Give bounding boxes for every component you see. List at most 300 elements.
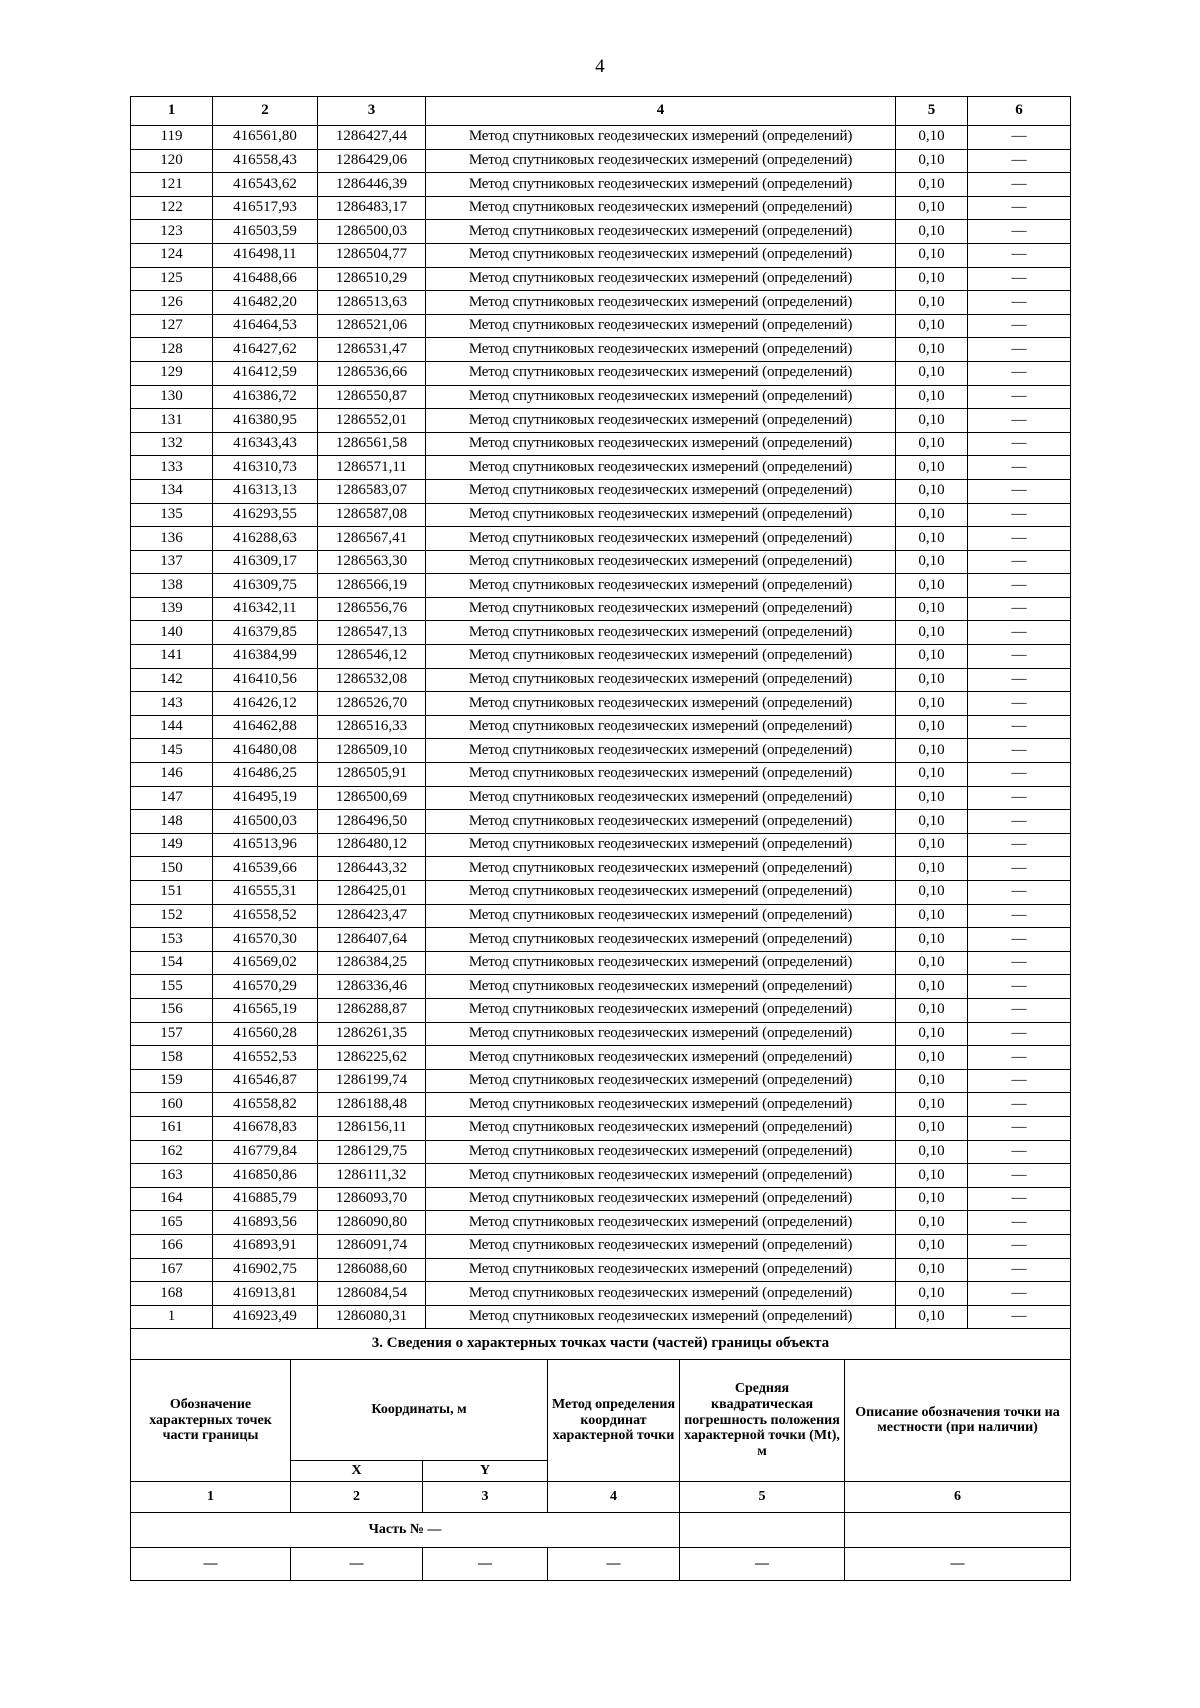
cell-point-number: 157 — [131, 1022, 213, 1046]
cell-point-number: 145 — [131, 739, 213, 763]
cell-mean-square-error: 0,10 — [896, 1164, 968, 1188]
page-number: 4 — [595, 56, 605, 77]
cell-method: Метод спутниковых геодезических измерений (определений) — [426, 951, 896, 975]
cell-description: — — [968, 314, 1071, 338]
table-row — [131, 149, 1071, 173]
cell-coord-y: 1286500,03 — [318, 220, 426, 244]
table-row — [131, 692, 1071, 716]
table-row — [131, 857, 1071, 881]
cell-method: Метод спутниковых геодезических измерений (определений) — [426, 1282, 896, 1306]
cell-coord-x: 416555,31 — [213, 881, 318, 905]
cell-mean-square-error: 0,10 — [896, 1140, 968, 1164]
cell-point-number: 130 — [131, 385, 213, 409]
cell-point-number: 135 — [131, 503, 213, 527]
cell-description: — — [968, 975, 1071, 999]
cell-coord-y: 1286516,33 — [318, 715, 426, 739]
cell-point-number: 140 — [131, 621, 213, 645]
cell-method: Метод спутниковых геодезических измерений (определений) — [426, 1211, 896, 1235]
table-row — [131, 267, 1071, 291]
cell-point-number: 154 — [131, 951, 213, 975]
cell-point-number: 156 — [131, 998, 213, 1022]
cell-method: Метод спутниковых геодезических измерений (определений) — [426, 1022, 896, 1046]
cell-mean-square-error: 0,10 — [896, 409, 968, 433]
cell-method: Метод спутниковых геодезических измерений (определений) — [426, 574, 896, 598]
cell-coord-y: 1286513,63 — [318, 291, 426, 315]
cell-description: — — [968, 715, 1071, 739]
cell-coord-y: 1286407,64 — [318, 928, 426, 952]
cell-point-number: 139 — [131, 597, 213, 621]
cell-description: — — [968, 928, 1071, 952]
header-mean-square-error: Средняя квадратическая погрешность положения характерной точки (Мt), м — [680, 1360, 845, 1482]
cell-method: Метод спутниковых геодезических измерений (определений) — [426, 126, 896, 150]
cell-description: — — [968, 786, 1071, 810]
colnum-6: 6 — [845, 1481, 1071, 1512]
table-row — [131, 291, 1071, 315]
table-row — [131, 1093, 1071, 1117]
cell-coord-x: 416552,53 — [213, 1046, 318, 1070]
cell-description: — — [968, 291, 1071, 315]
cell-method: Метод спутниковых геодезических измерений (определений) — [426, 1187, 896, 1211]
cell-coord-x: 416902,75 — [213, 1258, 318, 1282]
cell-description: — — [968, 1164, 1071, 1188]
cell-mean-square-error: 0,10 — [896, 1022, 968, 1046]
cell-point-number: 163 — [131, 1164, 213, 1188]
cell-method: Метод спутниковых геодезических измерений (определений) — [426, 527, 896, 551]
cell-description: — — [968, 479, 1071, 503]
cell-description: — — [968, 1282, 1071, 1306]
cell-description: — — [968, 267, 1071, 291]
cell-coord-x: 416309,17 — [213, 550, 318, 574]
cell-coord-y: 1286567,41 — [318, 527, 426, 551]
cell-coord-x: 416558,43 — [213, 149, 318, 173]
cell-mean-square-error: 0,10 — [896, 314, 968, 338]
cell-description: — — [968, 409, 1071, 433]
cell-method: Метод спутниковых геодезических измерений (определений) — [426, 645, 896, 669]
cell-description: — — [968, 998, 1071, 1022]
coordinates-table-body — [131, 97, 1071, 1360]
cell-description: — — [968, 503, 1071, 527]
cell-method: Метод спутниковых геодезических измерений (определений) — [426, 243, 896, 267]
cell-description: — — [968, 739, 1071, 763]
table-row — [131, 1069, 1071, 1093]
cell-coord-y: 1286111,32 — [318, 1164, 426, 1188]
table-row — [131, 1305, 1071, 1329]
cell-coord-x: 416486,25 — [213, 763, 318, 787]
cell-method: Метод спутниковых геодезических измерений (определений) — [426, 291, 896, 315]
table-row — [131, 810, 1071, 834]
cell-method: Метод спутниковых геодезических измерений (определений) — [426, 998, 896, 1022]
cell-mean-square-error: 0,10 — [896, 1211, 968, 1235]
cell-mean-square-error: 0,10 — [896, 881, 968, 905]
cell-point-number: 129 — [131, 361, 213, 385]
cell-description: — — [968, 1140, 1071, 1164]
cell-method: Метод спутниковых геодезических измерений (определений) — [426, 881, 896, 905]
colnum-4: 4 — [548, 1481, 680, 1512]
cell-point-number: 152 — [131, 904, 213, 928]
cell-coord-y: 1286443,32 — [318, 857, 426, 881]
cell-method: Метод спутниковых геодезических измерений (определений) — [426, 975, 896, 999]
cell-description: — — [968, 1211, 1071, 1235]
cell-mean-square-error: 0,10 — [896, 149, 968, 173]
cell-point-number: 136 — [131, 527, 213, 551]
cell-description: — — [968, 1069, 1071, 1093]
cell-method: Метод спутниковых геодезических измерений (определений) — [426, 928, 896, 952]
cell-coord-y: 1286532,08 — [318, 668, 426, 692]
cell-coord-y: 1286587,08 — [318, 503, 426, 527]
cell-mean-square-error: 0,10 — [896, 361, 968, 385]
table-row — [131, 1046, 1071, 1070]
table-row — [131, 621, 1071, 645]
cell-description: — — [968, 951, 1071, 975]
cell-coord-y: 1286225,62 — [318, 1046, 426, 1070]
cell-description: — — [968, 1116, 1071, 1140]
cell-coord-x: 416569,02 — [213, 951, 318, 975]
table-row — [131, 196, 1071, 220]
cell-coord-x: 416913,81 — [213, 1282, 318, 1306]
cell-coord-x: 416517,93 — [213, 196, 318, 220]
cell-coord-x: 416558,82 — [213, 1093, 318, 1117]
cell-description: — — [968, 1305, 1071, 1329]
table-row — [131, 361, 1071, 385]
cell-mean-square-error: 0,10 — [896, 715, 968, 739]
cell-coord-x: 416427,62 — [213, 338, 318, 362]
part-table-number-row — [131, 1481, 1071, 1512]
cell-coord-y: 1286531,47 — [318, 338, 426, 362]
colnum-2: 2 — [291, 1481, 423, 1512]
cell-method: Метод спутниковых геодезических измерений (определений) — [426, 810, 896, 834]
cell-mean-square-error: 0,10 — [896, 1282, 968, 1306]
table-row — [131, 527, 1071, 551]
cell-coord-y: 1286550,87 — [318, 385, 426, 409]
cell-point-number: 142 — [131, 668, 213, 692]
cell-mean-square-error: 0,10 — [896, 810, 968, 834]
cell-coord-y: 1286261,35 — [318, 1022, 426, 1046]
cell-point-number: 146 — [131, 763, 213, 787]
cell-mean-square-error: 0,10 — [896, 503, 968, 527]
cell-mean-square-error: 0,10 — [896, 1305, 968, 1329]
cell-point-number: 167 — [131, 1258, 213, 1282]
cell-coord-y: 1286566,19 — [318, 574, 426, 598]
cell-mean-square-error: 0,10 — [896, 456, 968, 480]
cell-coord-x: 416384,99 — [213, 645, 318, 669]
part-label-row — [131, 1512, 1071, 1547]
cell-mean-square-error: 0,10 — [896, 833, 968, 857]
table-row — [131, 1140, 1071, 1164]
cell-coord-x: 416412,59 — [213, 361, 318, 385]
table-row — [131, 1282, 1071, 1306]
cell-coord-y: 1286091,74 — [318, 1234, 426, 1258]
cell-coord-x: 416288,63 — [213, 527, 318, 551]
cell-method: Метод спутниковых геодезических измерений (определений) — [426, 857, 896, 881]
table-row — [131, 574, 1071, 598]
cell-point-number: 125 — [131, 267, 213, 291]
cell-coord-y: 1286483,17 — [318, 196, 426, 220]
cell-point-number: 138 — [131, 574, 213, 598]
cell-coord-y: 1286571,11 — [318, 456, 426, 480]
section-title-row — [131, 1329, 1071, 1360]
cell-coord-x: 416343,43 — [213, 432, 318, 456]
part-empty-2: — — [291, 1547, 423, 1580]
cell-method: Метод спутниковых геодезических измерений (определений) — [426, 1305, 896, 1329]
cell-mean-square-error: 0,10 — [896, 126, 968, 150]
cell-point-number: 126 — [131, 291, 213, 315]
cell-description: — — [968, 527, 1071, 551]
cell-point-number: 164 — [131, 1187, 213, 1211]
cell-mean-square-error: 0,10 — [896, 1093, 968, 1117]
cell-description: — — [968, 621, 1071, 645]
cell-description: — — [968, 220, 1071, 244]
cell-coord-x: 416310,73 — [213, 456, 318, 480]
table-row — [131, 338, 1071, 362]
cell-coord-x: 416560,28 — [213, 1022, 318, 1046]
cell-mean-square-error: 0,10 — [896, 479, 968, 503]
cell-point-number: 168 — [131, 1282, 213, 1306]
cell-method: Метод спутниковых геодезических измерений (определений) — [426, 763, 896, 787]
cell-point-number: 127 — [131, 314, 213, 338]
table-row — [131, 763, 1071, 787]
table-row — [131, 1187, 1071, 1211]
part-empty-row — [131, 1547, 1071, 1580]
table-row — [131, 645, 1071, 669]
cell-method: Метод спутниковых геодезических измерений (определений) — [426, 385, 896, 409]
column-header-5: 5 — [896, 97, 968, 126]
cell-coord-y: 1286199,74 — [318, 1069, 426, 1093]
cell-coord-y: 1286429,06 — [318, 149, 426, 173]
cell-description: — — [968, 810, 1071, 834]
cell-coord-y: 1286505,91 — [318, 763, 426, 787]
cell-method: Метод спутниковых геодезических измерений (определений) — [426, 173, 896, 197]
column-header-4: 4 — [426, 97, 896, 126]
cell-description: — — [968, 692, 1071, 716]
cell-mean-square-error: 0,10 — [896, 621, 968, 645]
cell-coord-x: 416561,80 — [213, 126, 318, 150]
cell-method: Метод спутниковых геодезических измерений (определений) — [426, 621, 896, 645]
cell-method: Метод спутниковых геодезических измерений (определений) — [426, 267, 896, 291]
table-row — [131, 715, 1071, 739]
cell-point-number: 134 — [131, 479, 213, 503]
cell-method: Метод спутниковых геодезических измерений (определений) — [426, 833, 896, 857]
column-header-1: 1 — [131, 97, 213, 126]
cell-point-number: 155 — [131, 975, 213, 999]
part-empty-3: — — [423, 1547, 548, 1580]
cell-coord-x: 416513,96 — [213, 833, 318, 857]
cell-coord-y: 1286090,80 — [318, 1211, 426, 1235]
cell-method: Метод спутниковых геодезических измерений (определений) — [426, 503, 896, 527]
cell-coord-y: 1286556,76 — [318, 597, 426, 621]
cell-point-number: 128 — [131, 338, 213, 362]
cell-coord-y: 1286446,39 — [318, 173, 426, 197]
cell-method: Метод спутниковых геодезических измерений (определений) — [426, 904, 896, 928]
cell-method: Метод спутниковых геодезических измерений (определений) — [426, 715, 896, 739]
colnum-3: 3 — [423, 1481, 548, 1512]
cell-point-number: 133 — [131, 456, 213, 480]
cell-coord-y: 1286583,07 — [318, 479, 426, 503]
cell-coord-y: 1286552,01 — [318, 409, 426, 433]
cell-coord-x: 416293,55 — [213, 503, 318, 527]
table-row — [131, 739, 1071, 763]
cell-point-number: 159 — [131, 1069, 213, 1093]
cell-point-number: 123 — [131, 220, 213, 244]
cell-coord-x: 416570,30 — [213, 928, 318, 952]
cell-mean-square-error: 0,10 — [896, 432, 968, 456]
cell-description: — — [968, 1093, 1071, 1117]
cell-point-number: 151 — [131, 881, 213, 905]
cell-description: — — [968, 361, 1071, 385]
cell-description: — — [968, 597, 1071, 621]
cell-description: — — [968, 1234, 1071, 1258]
cell-coord-y: 1286425,01 — [318, 881, 426, 905]
cell-coord-y: 1286088,60 — [318, 1258, 426, 1282]
cell-mean-square-error: 0,10 — [896, 1116, 968, 1140]
table-row — [131, 550, 1071, 574]
cell-description: — — [968, 1187, 1071, 1211]
cell-point-number: 147 — [131, 786, 213, 810]
table-row — [131, 833, 1071, 857]
table-row — [131, 1164, 1071, 1188]
cell-description: — — [968, 385, 1071, 409]
cell-mean-square-error: 0,10 — [896, 692, 968, 716]
cell-mean-square-error: 0,10 — [896, 527, 968, 551]
cell-mean-square-error: 0,10 — [896, 1187, 968, 1211]
cell-coord-x: 416678,83 — [213, 1116, 318, 1140]
colnum-5: 5 — [680, 1481, 845, 1512]
cell-coord-y: 1286480,12 — [318, 833, 426, 857]
cell-method: Метод спутниковых геодезических измерений (определений) — [426, 1140, 896, 1164]
cell-coord-y: 1286509,10 — [318, 739, 426, 763]
cell-coord-y: 1286156,11 — [318, 1116, 426, 1140]
cell-mean-square-error: 0,10 — [896, 951, 968, 975]
part-empty-4: — — [548, 1547, 680, 1580]
table-row — [131, 173, 1071, 197]
cell-description: — — [968, 833, 1071, 857]
cell-method: Метод спутниковых геодезических измерений (определений) — [426, 739, 896, 763]
cell-coord-x: 416850,86 — [213, 1164, 318, 1188]
table-row — [131, 456, 1071, 480]
cell-point-number: 160 — [131, 1093, 213, 1117]
cell-point-number: 121 — [131, 173, 213, 197]
cell-coord-x: 416410,56 — [213, 668, 318, 692]
cell-coord-y: 1286080,31 — [318, 1305, 426, 1329]
colnum-1: 1 — [131, 1481, 291, 1512]
cell-point-number: 119 — [131, 126, 213, 150]
table-row — [131, 409, 1071, 433]
table-row — [131, 904, 1071, 928]
cell-coord-x: 416779,84 — [213, 1140, 318, 1164]
part-label: Часть № — — [131, 1512, 680, 1547]
cell-coord-x: 416500,03 — [213, 810, 318, 834]
cell-method: Метод спутниковых геодезических измерений (определений) — [426, 361, 896, 385]
cell-description: — — [968, 432, 1071, 456]
cell-point-number: 161 — [131, 1116, 213, 1140]
cell-coord-x: 416309,75 — [213, 574, 318, 598]
cell-coord-y: 1286288,87 — [318, 998, 426, 1022]
cell-mean-square-error: 0,10 — [896, 928, 968, 952]
cell-coord-x: 416498,11 — [213, 243, 318, 267]
cell-mean-square-error: 0,10 — [896, 574, 968, 598]
cell-coord-x: 416464,53 — [213, 314, 318, 338]
cell-method: Метод спутниковых геодезических измерений (определений) — [426, 314, 896, 338]
cell-coord-y: 1286093,70 — [318, 1187, 426, 1211]
part-empty-5: — — [680, 1547, 845, 1580]
table-row — [131, 668, 1071, 692]
cell-point-number: 124 — [131, 243, 213, 267]
part-empty-6: — — [845, 1547, 1071, 1580]
cell-method: Метод спутниковых геодезических измерений (определений) — [426, 550, 896, 574]
table-row — [131, 479, 1071, 503]
header-point-designation: Обозначение характерных точек части границы — [131, 1360, 291, 1482]
cell-description: — — [968, 881, 1071, 905]
cell-mean-square-error: 0,10 — [896, 243, 968, 267]
cell-coord-y: 1286546,12 — [318, 645, 426, 669]
cell-method: Метод спутниковых геодезических измерений (определений) — [426, 479, 896, 503]
cell-coord-y: 1286384,25 — [318, 951, 426, 975]
table-row — [131, 998, 1071, 1022]
cell-method: Метод спутниковых геодезических измерений (определений) — [426, 1164, 896, 1188]
cell-point-number: 122 — [131, 196, 213, 220]
table-row — [131, 1022, 1071, 1046]
cell-coord-y: 1286547,13 — [318, 621, 426, 645]
table-row — [131, 314, 1071, 338]
cell-mean-square-error: 0,10 — [896, 1234, 968, 1258]
cell-method: Метод спутниковых геодезических измерений (определений) — [426, 1116, 896, 1140]
cell-method: Метод спутниковых геодезических измерений (определений) — [426, 1258, 896, 1282]
cell-mean-square-error: 0,10 — [896, 763, 968, 787]
cell-description: — — [968, 126, 1071, 150]
table-row — [131, 928, 1071, 952]
cell-description: — — [968, 1258, 1071, 1282]
cell-point-number: 148 — [131, 810, 213, 834]
cell-point-number: 143 — [131, 692, 213, 716]
cell-coord-y: 1286563,30 — [318, 550, 426, 574]
cell-coord-x: 416893,91 — [213, 1234, 318, 1258]
cell-coord-y: 1286496,50 — [318, 810, 426, 834]
cell-description: — — [968, 149, 1071, 173]
cell-mean-square-error: 0,10 — [896, 196, 968, 220]
cell-coord-x: 416480,08 — [213, 739, 318, 763]
table-row — [131, 1116, 1071, 1140]
cell-mean-square-error: 0,10 — [896, 220, 968, 244]
coordinates-table — [130, 96, 1071, 1360]
cell-mean-square-error: 0,10 — [896, 385, 968, 409]
cell-mean-square-error: 0,10 — [896, 267, 968, 291]
cell-coord-x: 416426,12 — [213, 692, 318, 716]
cell-method: Метод спутниковых геодезических измерений (определений) — [426, 220, 896, 244]
cell-mean-square-error: 0,10 — [896, 550, 968, 574]
cell-point-number: 144 — [131, 715, 213, 739]
cell-description: — — [968, 1022, 1071, 1046]
cell-mean-square-error: 0,10 — [896, 338, 968, 362]
cell-method: Метод спутниковых геодезических измерений (определений) — [426, 692, 896, 716]
cell-mean-square-error: 0,10 — [896, 857, 968, 881]
cell-mean-square-error: 0,10 — [896, 786, 968, 810]
header-description: Описание обозначения точки на местности (при наличии) — [845, 1360, 1071, 1482]
header-coordinates: Координаты, м — [291, 1360, 548, 1461]
cell-method: Метод спутниковых геодезических измерений (определений) — [426, 786, 896, 810]
cell-mean-square-error: 0,10 — [896, 975, 968, 999]
cell-coord-x: 416488,66 — [213, 267, 318, 291]
part-label-empty-6 — [845, 1512, 1071, 1547]
cell-coord-y: 1286129,75 — [318, 1140, 426, 1164]
cell-point-number: 132 — [131, 432, 213, 456]
cell-coord-x: 416482,20 — [213, 291, 318, 315]
cell-method: Метод спутниковых геодезических измерений (определений) — [426, 196, 896, 220]
cell-coord-y: 1286336,46 — [318, 975, 426, 999]
cell-mean-square-error: 0,10 — [896, 291, 968, 315]
cell-mean-square-error: 0,10 — [896, 904, 968, 928]
cell-point-number: 166 — [131, 1234, 213, 1258]
cell-method: Метод спутниковых геодезических измерений (определений) — [426, 149, 896, 173]
cell-description: — — [968, 456, 1071, 480]
